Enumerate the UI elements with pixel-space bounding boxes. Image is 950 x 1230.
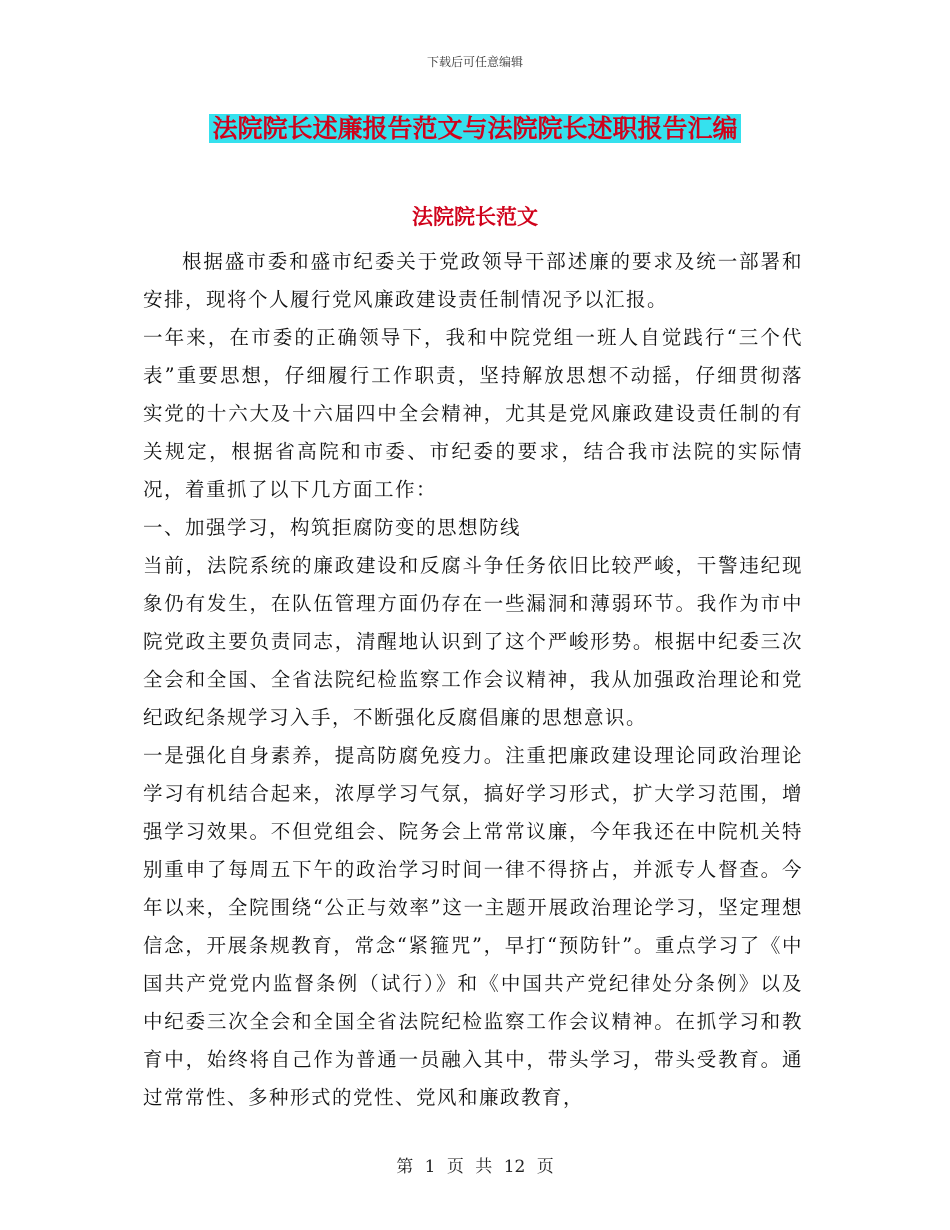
- section-title: 法院院长范文: [412, 204, 538, 229]
- header-note: 下载后可任意编辑: [426, 55, 523, 69]
- paragraph-study: 一是强化自身素养，提高防腐免疫力。注重把廉政建设理论同政治理论学习有机结合起来，浓厚学习气氛，搞好学习形式，扩大学习范围，增强学习效果。不但党组会、院务会上常常议廉，今年我还在中院机关特别重申了每周五下午的政治学习时间一律不得挤占，并派专人督查。今年以来，全院围绕“公正与效率”这一主题开展政治理论学习，坚定理想信念，开展条规教育，常念“紧箍咒”，早打“预防针”。重点学习了《中国共产党党内监督条例（试行）》和《中国共产党纪律处分条例》以及中纪委三次全会和全国全省法院纪检监察工作会议精神。在抓学习和教育中，始终将自己作为普通一员融入其中，带头学习，带头受教育。通过常常性、多种形式的党性、党风和廉政教育，: [143, 744, 803, 1109]
- page-number-footer: 第 1 页 共 12 页: [396, 1157, 554, 1177]
- document-title: [0, 112, 950, 146]
- document-body: [143, 243, 803, 1117]
- document-title-text: 法院院长述廉报告范文与法院院长述职报告汇编: [209, 114, 740, 143]
- paragraph-heading-1: 一、加强学习，构筑拒腐防变的思想防线: [143, 516, 522, 539]
- paragraph-intro: 根据盛市委和盛市纪委关于党政领导干部述廉的要求及统一部署和安排，现将个人履行党风廉政建设责任制情况予以汇报。: [143, 250, 803, 311]
- paragraph-overview: 一年来，在市委的正确领导下，我和中院党组一班人自觉践行“三个代表”重要思想，仔细履行工作职责，坚持解放思想不动摇，仔细贯彻落实党的十六大及十六届四中全会精神，尤其是党风廉政建设责任制的有关规定，根据省高院和市委、市纪委的要求，结合我市法院的实际情况，着重抓了以下几方面工作：: [143, 326, 803, 501]
- paragraph-situation: 当前，法院系统的廉政建设和反腐斗争任务依旧比较严峻，干警违纪现象仍有发生，在队伍管理方面仍存在一些漏洞和薄弱环节。我作为市中院党政主要负责同志，清醒地认识到了这个严峻形势。根据中纪委三次全会和全国、全省法院纪检监察工作会议精神，我从加强政治理论和党纪政纪条规学习入手，不断强化反腐倡廉的思想意识。: [143, 554, 803, 729]
